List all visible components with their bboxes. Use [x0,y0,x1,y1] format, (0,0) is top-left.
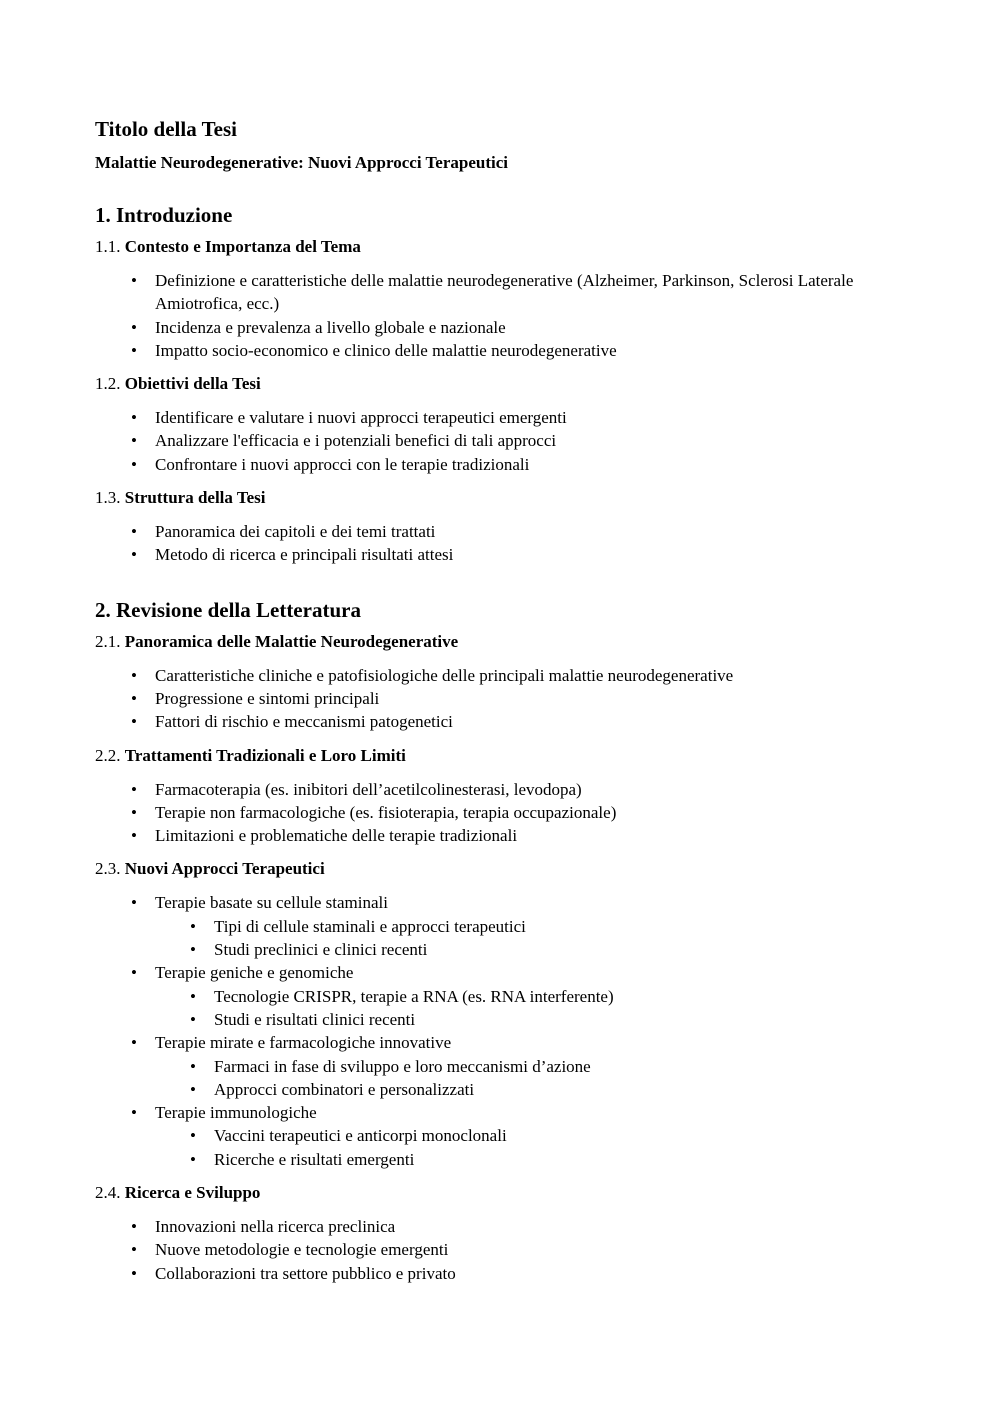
document-title: Titolo della Tesi [95,117,237,141]
list-item [95,429,915,452]
sub-list-item-text: Approcci combinatori e personalizzati [214,1079,475,1099]
section-2-3-heading [95,858,915,880]
section-2-2-heading [95,745,915,767]
bullet-icon: • [131,1033,137,1053]
list-item-text: Terapie mirate e farmacologiche innovative [155,1033,452,1053]
sub-list-item [155,1078,915,1101]
sub-list-item [155,938,915,961]
section-1-3-list [95,520,915,567]
sub-list-item [155,1008,915,1031]
section-title: Obiettivi della Tesi [124,374,261,394]
list-item [95,1238,915,1261]
bullet-icon: • [131,712,137,732]
list-item-text: Innovazioni nella ricerca preclinica [155,1217,396,1237]
bullet-icon: • [190,986,196,1006]
bullet-icon: • [190,916,196,936]
document-page [95,116,915,1296]
bullet-icon: • [131,317,137,337]
list-item-text: Definizione e caratteristiche delle malattie neurodegenerative (Alzheimer, Parkinson, Sclerosi Laterale Amiotrofica, ecc.) [155,271,854,314]
bullet-icon: • [131,893,137,913]
section-number: 2.1. [95,631,121,651]
list-item [95,778,915,801]
sub-list-item [155,1148,915,1171]
list-item-text: Metodo di ricerca e principali risultati attesi [155,545,454,565]
bullet-icon: • [131,545,137,565]
bullet-icon: • [131,779,137,799]
chapter-1-heading: 1. Introduzione [95,203,233,227]
section-2-1-list [95,664,915,734]
list-item [95,801,915,824]
bullet-icon: • [131,522,137,542]
sub-list-item-text: Tipi di cellule staminali e approcci terapeutici [214,916,526,936]
list-item-text: Collaborazioni tra settore pubblico e privato [155,1263,456,1283]
section-title: Nuovi Approcci Terapeutici [124,859,325,879]
list-item [95,339,915,362]
sub-list-item [155,1124,915,1147]
bullet-icon: • [131,431,137,451]
section-1-1-list [95,269,915,362]
sub-list [155,915,915,962]
chapter-2-heading: 2. Revisione della Letteratura [95,597,361,622]
section-title: Trattamenti Tradizionali e Loro Limiti [124,745,406,765]
list-item [95,269,915,316]
bullet-icon: • [190,1149,196,1169]
list-item-text: Caratteristiche cliniche e patofisiologiche delle principali malattie neurodegenerative [155,665,734,685]
bullet-icon: • [190,940,196,960]
section-number: 1.2. [95,374,121,394]
list-item [95,824,915,847]
bullet-icon: • [131,1103,137,1123]
list-item [95,543,915,566]
bullet-icon: • [131,340,137,360]
sub-list-item [155,985,915,1008]
list-item [95,961,915,1031]
list-item [95,453,915,476]
bullet-icon: • [190,1009,196,1029]
list-item-text: Terapie non farmacologiche (es. fisioterapia, terapia occupazionale) [155,802,617,822]
sub-list-item-text: Ricerche e risultati emergenti [214,1149,415,1169]
list-item-text: Terapie basate su cellule staminali [155,893,388,913]
list-item-text: Nuove metodologie e tecnologie emergenti [155,1240,449,1260]
list-item-text: Progressione e sintomi principali [155,688,380,708]
list-item [95,710,915,733]
list-item-text: Impatto socio-economico e clinico delle malattie neurodegenerative [155,340,617,360]
bullet-icon: • [131,454,137,474]
section-1-1-heading [95,236,915,258]
bullet-icon: • [131,963,137,983]
bullet-icon: • [190,1126,196,1146]
sub-list [155,1124,915,1171]
bullet-icon: • [190,1056,196,1076]
section-title: Panoramica delle Malattie Neurodegenerative [124,631,459,651]
section-title: Struttura della Tesi [124,488,266,508]
bullet-icon: • [131,408,137,428]
section-2-4-list [95,1215,915,1285]
bullet-icon: • [131,688,137,708]
section-2-3-list [95,891,915,1171]
sub-list [155,985,915,1032]
list-item [95,1101,915,1171]
sub-list-item-text: Vaccini terapeutici e anticorpi monoclonali [214,1126,507,1146]
sub-list-item-text: Tecnologie CRISPR, terapie a RNA (es. RNA interferente) [214,986,614,1006]
section-1-2-heading [95,373,915,395]
bullet-icon: • [131,802,137,822]
bullet-icon: • [190,1079,196,1099]
section-number: 2.4. [95,1183,121,1203]
sub-list-item [155,915,915,938]
section-title: Contesto e Importanza del Tema [124,237,361,256]
section-2-4-heading [95,1182,915,1204]
section-1-2-list [95,406,915,476]
sub-list [155,1055,915,1102]
section-2-1-heading [95,631,915,653]
sub-list-item-text: Studi preclinici e clinici recenti [214,940,428,960]
bullet-icon: • [131,271,137,290]
list-item-text: Identificare e valutare i nuovi approcci terapeutici emergenti [155,408,567,428]
document-subtitle: Malattie Neurodegenerative: Nuovi Approcci Terapeutici [95,153,508,172]
list-item [95,664,915,687]
bullet-icon: • [131,665,137,685]
list-item [95,316,915,339]
bullet-icon: • [131,826,137,846]
list-item-text: Limitazioni e problematiche delle terapie tradizionali [155,826,518,846]
list-item [95,1262,915,1285]
sub-list-item-text: Farmaci in fase di sviluppo e loro meccanismi d’azione [214,1056,591,1076]
list-item [95,687,915,710]
section-number: 2.2. [95,745,121,765]
list-item-text: Confrontare i nuovi approcci con le terapie tradizionali [155,454,530,474]
list-item [95,1031,915,1101]
list-item-text: Incidenza e prevalenza a livello globale e nazionale [155,317,506,337]
section-2-2-list [95,778,915,848]
bullet-icon: • [131,1217,137,1237]
sub-list-item-text: Studi e risultati clinici recenti [214,1009,416,1029]
section-title: Ricerca e Sviluppo [124,1183,261,1203]
list-item-text: Panoramica dei capitoli e dei temi trattati [155,522,436,542]
list-item [95,520,915,543]
section-number: 2.3. [95,859,121,879]
list-item-text: Analizzare l'efficacia e i potenziali benefici di tali approcci [155,431,557,451]
list-item-text: Terapie geniche e genomiche [155,963,354,983]
sub-list-item [155,1055,915,1078]
list-item [95,406,915,429]
list-item [95,891,915,961]
list-item-text: Farmacoterapia (es. inibitori dell’acetilcolinesterasi, levodopa) [155,779,582,799]
bullet-icon: • [131,1240,137,1260]
list-item-text: Terapie immunologiche [155,1103,317,1123]
section-number: 1.1. [95,237,121,256]
section-number: 1.3. [95,488,121,508]
bullet-icon: • [131,1263,137,1283]
list-item-text: Fattori di rischio e meccanismi patogenetici [155,712,453,732]
section-1-3-heading [95,487,915,509]
list-item [95,1215,915,1238]
